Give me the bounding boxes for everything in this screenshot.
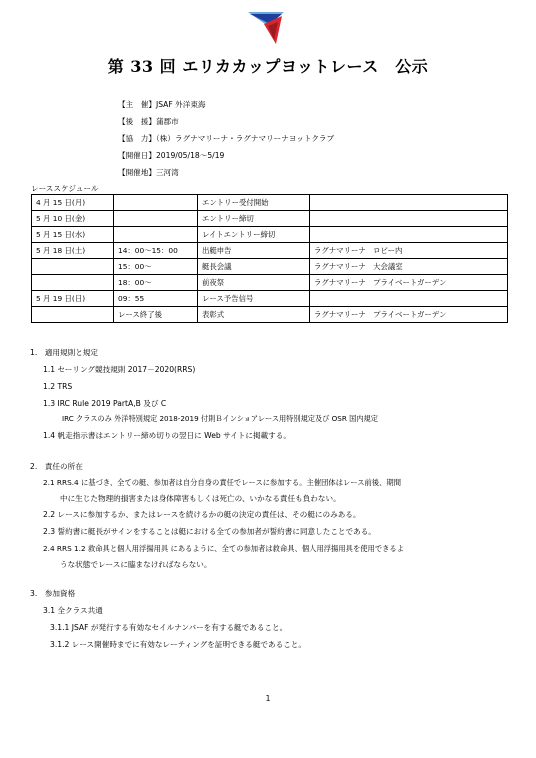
schedule-place: ラグナマリーナ ロビー内 <box>310 243 508 259</box>
schedule-event: レイトエントリー締切 <box>198 227 310 243</box>
section-item: 2.4 RRS 1.2 救命具と個人用浮揚用具 にあるように、全ての参加者は救命具、個人用浮揚用具を使用できるよ <box>43 544 405 553</box>
schedule-place: ラグナマリーナ 大会議室 <box>310 259 508 275</box>
schedule-time: 18：00～ <box>114 275 198 291</box>
info-cooperation: 【協 力】（株）ラグナマリーナ・ラグナマリーナヨットクラブ <box>118 134 335 143</box>
schedule-label: レーススケジュール <box>31 184 99 193</box>
info-venue: 【開催地】三河湾 <box>118 168 179 177</box>
page-title: 第 33 回 エリカカップヨットレース 公示 <box>107 57 429 76</box>
schedule-place: ラグナマリーナ プライベートガーデン <box>310 307 508 323</box>
section-item: 1.2 TRS <box>43 382 73 391</box>
schedule-event: エントリー締切 <box>198 211 310 227</box>
section-item: 2.3 誓約書に艇長がサインをすることは艇における全ての参加者が誓約書に同意したことである。 <box>43 527 376 536</box>
schedule-date: 5 月 15 日(水) <box>32 227 114 243</box>
schedule-place <box>310 195 508 211</box>
info-sponsor: 【後 援】蒲郡市 <box>118 117 179 126</box>
event-logo-icon <box>246 10 286 46</box>
info-organizer: 【主 催】JSAF 外洋東海 <box>118 100 206 109</box>
section-heading: 1. 適用規則と規定 <box>30 348 98 357</box>
schedule-event: レース予告信号 <box>198 291 310 307</box>
schedule-date: 5 月 10 日(金) <box>32 211 114 227</box>
schedule-time: 09：55 <box>114 291 198 307</box>
section-heading: 2. 責任の所在 <box>30 462 83 471</box>
schedule-event: エントリー受付開始 <box>198 195 310 211</box>
table-row <box>32 307 508 323</box>
table-row <box>32 211 508 227</box>
section-item: 2.2 レースに参加するか、またはレースを続けるかの艇の決定の責任は、その艇にのみある。 <box>43 510 361 519</box>
schedule-date: 5 月 19 日(日) <box>32 291 114 307</box>
schedule-date <box>32 259 114 275</box>
info-dates: 【開催日】2019/05/18～5/19 <box>118 151 225 160</box>
schedule-table <box>31 194 508 323</box>
table-row <box>32 291 508 307</box>
schedule-event: 出艇申告 <box>198 243 310 259</box>
section-item: 3.1 全クラス共通 <box>43 606 103 615</box>
page-number: 1 <box>265 694 271 703</box>
schedule-place <box>310 211 508 227</box>
table-row <box>32 259 508 275</box>
schedule-time <box>114 195 198 211</box>
schedule-place <box>310 227 508 243</box>
schedule-event: 表彰式 <box>198 307 310 323</box>
schedule-time: 14：00～15：00 <box>114 243 198 259</box>
section-item: 2.1 RRS.4 に基づき、全ての艇、参加者は自分自身の責任でレースに参加する。主催団体はレース前後、期間 <box>43 478 402 487</box>
schedule-place: ラグナマリーナ プライベートガーデン <box>310 275 508 291</box>
table-row <box>32 227 508 243</box>
schedule-date: 4 月 15 日(月) <box>32 195 114 211</box>
schedule-place <box>310 291 508 307</box>
section-heading: 3. 参加資格 <box>30 589 76 598</box>
schedule-time <box>114 211 198 227</box>
table-row <box>32 275 508 291</box>
schedule-date <box>32 307 114 323</box>
table-row <box>32 243 508 259</box>
section-item: 1.4 帆走指示書はエントリー締め切りの翌日に Web サイトに掲載する。 <box>43 431 291 440</box>
schedule-date: 5 月 18 日(土) <box>32 243 114 259</box>
section-item: 1.3 IRC Rule 2019 PartA,B 及び C <box>43 399 167 408</box>
schedule-event: 前夜祭 <box>198 275 310 291</box>
section-item: 3.1.2 レース開催時までに有効なレーティングを証明できる艇であること。 <box>50 640 306 649</box>
section-item: うな状態でレースに臨まなければならない。 <box>60 560 212 569</box>
table-row <box>32 195 508 211</box>
schedule-time: 15：00～ <box>114 259 198 275</box>
section-item: IRC クラスのみ 外洋特別規定 2018-2019 付則Ｂインショアレース用特別規定及び OSR 国内規定 <box>62 414 378 423</box>
section-item: 中に生じた物理的損害または身体障害もしくは死亡の、いかなる責任も負わない。 <box>60 494 341 503</box>
section-item: 1.1 セーリング競技規則 2017－2020(RRS) <box>43 365 196 374</box>
schedule-time <box>114 227 198 243</box>
schedule-date <box>32 275 114 291</box>
section-item: 3.1.1 JSAF が発行する有効なセイルナンバーを有する艇であること。 <box>50 623 288 632</box>
schedule-event: 艇長会議 <box>198 259 310 275</box>
schedule-time: レース終了後 <box>114 307 198 323</box>
